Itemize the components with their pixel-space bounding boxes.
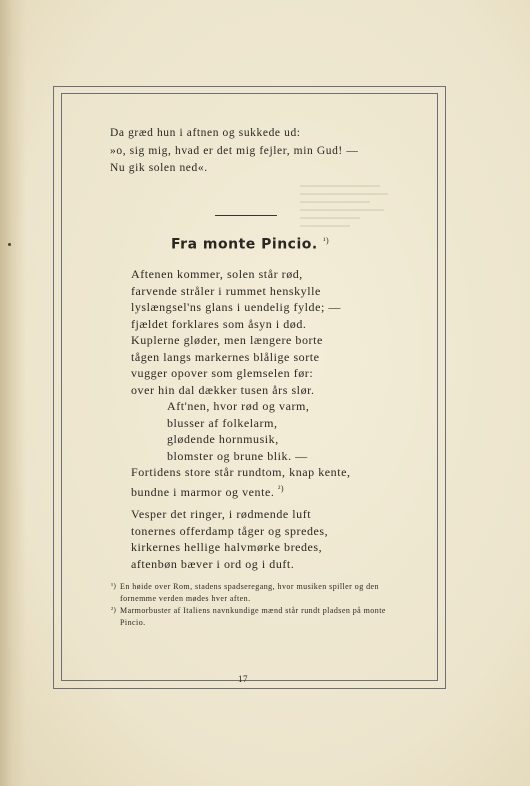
poem-line-indented: blomster og brune blik. — xyxy=(167,448,308,463)
poem-line: aftenbøn bæver i ord og i duft. xyxy=(131,556,295,571)
footnote-mark: ²) xyxy=(277,483,285,493)
poem-title xyxy=(171,236,329,253)
footnote-marker: ¹) xyxy=(111,582,117,590)
intro-line: Da græd hun i aftnen og sukkede ud: xyxy=(110,127,301,139)
show-through-text xyxy=(300,185,390,240)
poem-line-text: bundne i marmor og vente. xyxy=(131,484,275,499)
footnote xyxy=(111,581,411,604)
poem-line: vugger opover som glemselen før: xyxy=(131,366,314,380)
poem-line: Aftenen kommer, solen står rød, xyxy=(131,267,303,281)
poem-line: fjældet forklares som åsyn i død. xyxy=(131,316,307,331)
footnote xyxy=(111,605,411,628)
poem-line: tonernes offerdamp tåger og spredes, xyxy=(131,523,329,538)
footnotes xyxy=(111,581,411,629)
footnote-text: En høide over Rom, stadens spadseregang, hvor musiken spiller og den fornemme verden mødes hver aften. xyxy=(120,582,379,603)
stanza-1 xyxy=(131,266,351,500)
poem-line: kirkernes hellige halvmørke bredes, xyxy=(131,540,323,554)
stanza-2 xyxy=(131,506,328,572)
page-number: 17 xyxy=(238,674,248,684)
section-divider xyxy=(215,215,277,216)
poem-line: tågen langs markernes blålige sorte xyxy=(131,349,320,364)
footnote-marker: ²) xyxy=(111,606,117,614)
poem-line: lyslængsel'ns glans i uendelig fylde; — xyxy=(131,300,341,314)
poem-line: over hin dal dækker tusen års slør. xyxy=(131,382,315,397)
intro-line: Nu gik solen ned«. xyxy=(110,162,208,174)
poem-line: Kuplerne gløder, men længere borte xyxy=(131,333,323,347)
poem-title-text: Fra monte Pincio. xyxy=(171,236,318,253)
footnote-text: Marmorbuster af Italiens navnkundige mænd står rundt pladsen på monte Pincio. xyxy=(120,606,386,627)
intro-line: »o, sig mig, hvad er det mig fejler, min Gud! — xyxy=(110,144,359,157)
poem-line: Vesper det ringer, i rødmende luft xyxy=(131,507,312,521)
book-spine-shadow xyxy=(0,0,26,786)
poem-line-indented: Aft'nen, hvor rød og varm, xyxy=(167,399,310,413)
poem-line-with-note xyxy=(131,481,351,501)
poem-line-indented: blusser af folkelarm, xyxy=(167,415,278,430)
paper-speck xyxy=(8,243,11,246)
poem-line: farvende stråler i rummet henskylle xyxy=(131,283,321,298)
poem-title-footnote-mark: ¹) xyxy=(323,236,330,245)
poem-line-indented: glødende hornmusik, xyxy=(167,432,279,446)
intro-verse xyxy=(110,125,358,178)
poem-line: Fortidens store står rundtom, knap kente, xyxy=(131,465,351,479)
